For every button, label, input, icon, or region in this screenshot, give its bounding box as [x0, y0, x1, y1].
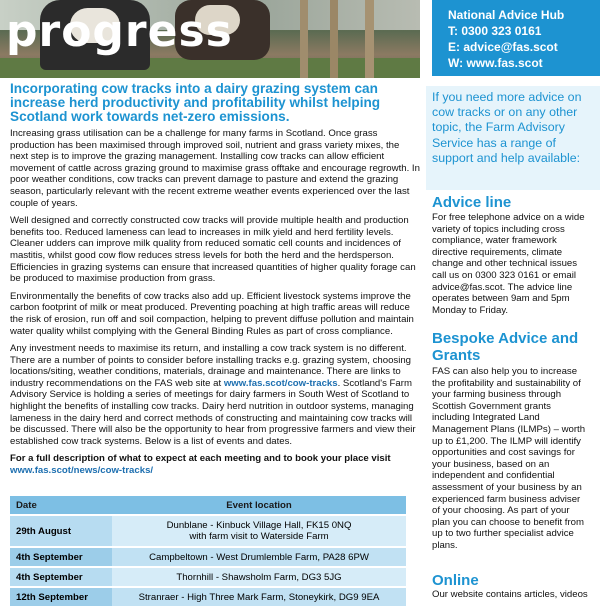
- table-row: [10, 567, 406, 587]
- events-table: [10, 496, 406, 608]
- advice-line-heading: Advice line: [432, 194, 512, 211]
- booking-cta: For a full description of what to expect at each meeting and to book your place visit: [10, 453, 391, 465]
- contact-box: [432, 0, 600, 76]
- event-date: 29th August: [10, 515, 112, 547]
- table-row: [10, 587, 406, 607]
- event-location: Thornhill - Shawsholm Farm, DG3 5JG: [112, 567, 406, 587]
- event-location: Campbeltown - West Drumlemble Farm, PA28 6PW: [112, 547, 406, 567]
- date-header: Date: [10, 496, 112, 515]
- booking-link[interactable]: www.fas.scot/news/cow-tracks/: [10, 465, 154, 477]
- event-location-line-1: Dunblane - Kinbuck Village Hall, FK15 0NQ: [166, 520, 352, 531]
- article-headline: Incorporating cow tracks into a dairy grazing system can increase herd productivity and profitability whilst helping Scotland work towards net-zero emissions.: [10, 81, 381, 124]
- contact-web[interactable]: W: www.fas.scot: [448, 56, 543, 70]
- event-date: 4th September: [10, 567, 112, 587]
- paragraph-4-text-a: Any investment needs to maximise its return, and installing a cow track system is no different. There are a number of points to consider before installing tracks e.g. grazing system, choosing locations/siting, weather conditions, materials, drainage and maintenance. There are links to industry recommendations on the FAS web site at: [10, 343, 412, 389]
- event-location-line-2: with farm visit to Waterside Farm: [189, 531, 329, 542]
- hero-photo: [0, 0, 420, 78]
- article-paragraph-3: Environmentally the benefits of cow tracks also add up. Efficient livestock systems improve the carbon footprint of milk or meat produced. Preventing poaching at high traffic areas will reduce the risk of erosion, run off and soil compaction, helping to prevent diffuse pollution and maintain water quality whilst complying with the General Binding Rules as part of cross compliance.: [10, 290, 414, 337]
- bespoke-advice-heading: Bespoke Advice and Grants: [432, 330, 579, 364]
- event-location: Stranraer - High Three Mark Farm, Stoneykirk, DG9 9EA: [112, 587, 406, 607]
- contact-title: National Advice Hub: [448, 8, 565, 22]
- online-heading: Online: [432, 572, 479, 589]
- event-date: 4th September: [10, 547, 112, 567]
- event-location: [112, 515, 406, 547]
- event-date: 12th September: [10, 587, 112, 607]
- table-header-row: [10, 496, 406, 515]
- location-header: Event location: [112, 496, 406, 515]
- advice-line-text: For free telephone advice on a wide variety of topics including cross compliance, water framework directive requirements, climate change and other technical issues call us on 0300 323 0161 or email advice@fas.scot. The advice line operates between 9am and 5pm Monday to Friday.: [432, 212, 585, 316]
- contact-email[interactable]: E: advice@fas.scot: [448, 40, 558, 54]
- contact-phone: T: 0300 323 0161: [448, 24, 542, 38]
- sidebar-intro: If you need more advice on cow tracks or on any other topic, the Farm Advisory Service has a range of support and help available:: [432, 90, 582, 165]
- online-text: Our website contains articles, videos: [432, 589, 588, 600]
- article-paragraph-2: Well designed and correctly constructed cow tracks will provide multiple health and production benefits too. Reduced lameness can lead to increases in milk yield and herd fertility levels. Cleaner udders can improve milk quality from reduced somatic cell counts and incidences of mastitis, whilst good cow flow reduces stress levels for both the herd and the herdsperson. Efficiencies in grazing systems can ensure that increased quantities of higher quality forage can be produced to maximise production from grass.: [10, 215, 416, 285]
- bespoke-advice-text: FAS can also help you to increase the profitability and sustainability of your farming business through Scottish Government grants including Integrated Land Management Plans (ILMPs) – worth up to £1,200. The ILMP will identify opportunities and cost savings for your business, based on an independent and confidential assessment of your business by an experienced farm business adviser of your choosing. As part of your plan you can choose to benefit from up to two further specialist advice plans.: [432, 366, 586, 551]
- table-row: [10, 515, 406, 547]
- article-paragraph-1: Increasing grass utilisation can be a challenge for many farms in Scotland. Once grass production has been maximised through improved soil, nutrient and grass variety mixes, the next step is to improve the grazing management. Installing cow tracks can allow efficient movement of cattle across grazing ground to maximise grass offtake and encourage regrowth. In poor weather conditions, cow tracks can prevent damage to pasture and extend the grazing season, particularly relevant with the recent extreme weather events experienced over the last couple of years.: [10, 128, 420, 209]
- table-row: [10, 547, 406, 567]
- cow-tracks-link[interactable]: www.fas.scot/cow-tracks: [223, 377, 338, 389]
- article-paragraph-4: [10, 343, 420, 447]
- paragraph-4-text-b: . Scotland's Farm Advisory Service is holding a series of meetings for dairy farmers in South West of Scotland to highlight the benefits of installing cow tracks. Dairy herd nutrition in outdoor systems, managing lameness in the dairy herd and correct methods of constructing and maintaining cow tracks will be discussed. There will also be the opportunity to hear from progressive farmers and view their established cow track systems. Below is a list of events and dates.: [10, 377, 416, 447]
- article: [10, 82, 420, 483]
- page-title: progress: [6, 6, 233, 57]
